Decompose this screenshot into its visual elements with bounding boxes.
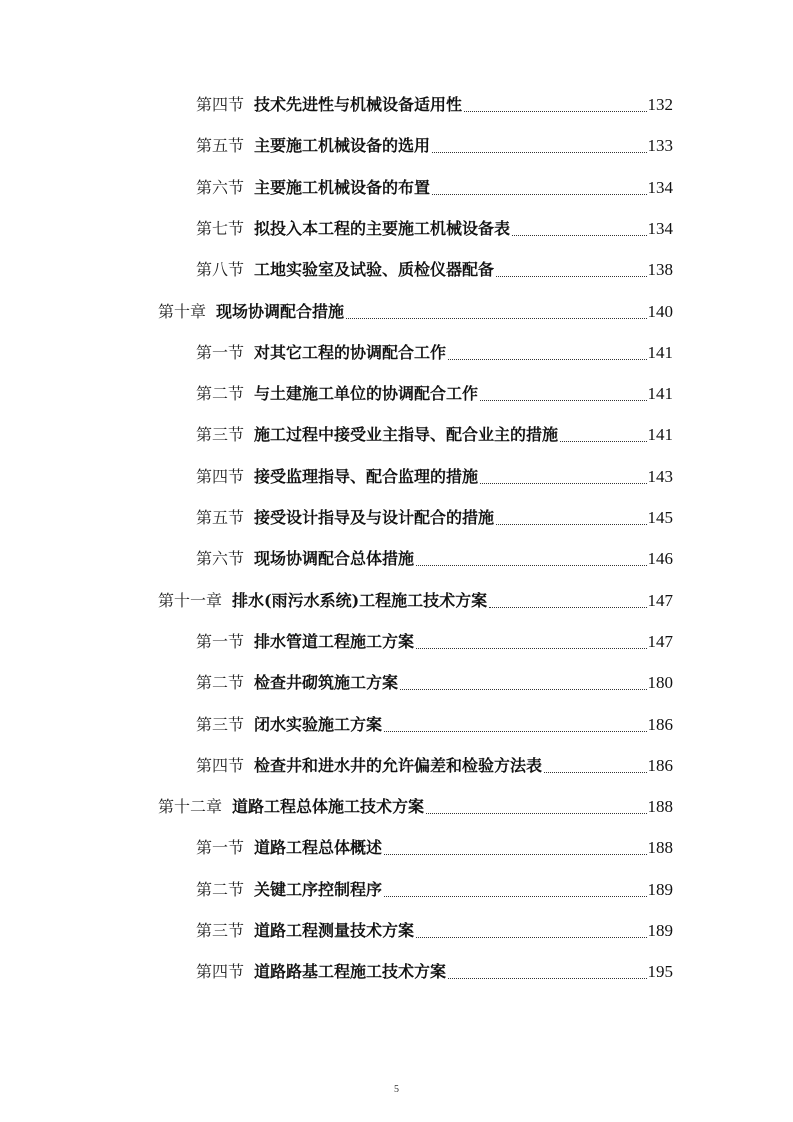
entry-page: 146 <box>647 549 673 569</box>
entry-title: 施工过程中接受业主指导、配合业主的措施 <box>254 425 559 445</box>
dot-leader <box>464 110 646 112</box>
toc-entry[interactable] <box>196 460 673 488</box>
entry-page: 147 <box>647 590 673 610</box>
entry-page: 180 <box>647 673 673 693</box>
entry-number: 第一节 <box>196 631 245 651</box>
toc-entry[interactable] <box>196 666 673 694</box>
entry-number: 第十一章 <box>158 590 223 610</box>
entry-page: 140 <box>647 301 673 321</box>
dot-leader <box>480 399 646 401</box>
entry-number: 第三节 <box>196 714 245 734</box>
dot-leader <box>384 895 646 897</box>
entry-title: 道路工程测量技术方案 <box>254 921 415 940</box>
entry-number: 第八节 <box>196 260 245 280</box>
toc-entry[interactable] <box>196 749 673 777</box>
toc-entry[interactable] <box>196 708 673 736</box>
entry-page: 188 <box>647 797 673 817</box>
dot-leader <box>496 523 646 525</box>
dot-leader <box>346 317 646 319</box>
dot-leader <box>448 977 646 979</box>
dot-leader <box>560 440 646 442</box>
toc-entry[interactable] <box>196 914 673 942</box>
entry-title: 现场协调配合总体措施 <box>254 549 415 569</box>
entry-title: 闭水实验施工方案 <box>254 714 383 734</box>
entry-page: 189 <box>647 879 673 899</box>
entry-title: 道路工程总体施工技术方案 <box>232 797 425 817</box>
toc-entry[interactable] <box>196 212 673 240</box>
entry-title: 排水(雨污水系统)工程施工技术方案 <box>232 590 488 610</box>
entry-number: 第四节 <box>196 962 245 982</box>
entry-page: 141 <box>647 425 673 445</box>
entry-number: 第四节 <box>196 466 245 486</box>
dot-leader <box>448 358 646 360</box>
entry-title: 对其它工程的协调配合工作 <box>254 342 447 362</box>
dot-leader <box>512 234 646 236</box>
entry-page: 145 <box>647 508 673 527</box>
toc-entry[interactable] <box>196 831 673 859</box>
dot-leader <box>416 564 646 566</box>
dot-leader <box>416 936 646 938</box>
toc-entry[interactable] <box>196 253 673 281</box>
dot-leader <box>426 812 646 814</box>
entry-page: 188 <box>647 838 673 858</box>
toc-entry[interactable] <box>196 418 673 446</box>
toc-entry[interactable] <box>196 377 673 405</box>
entry-page: 141 <box>647 342 673 362</box>
entry-page: 134 <box>647 218 673 238</box>
entry-number: 第五节 <box>196 508 245 527</box>
entry-title: 与土建施工单位的协调配合工作 <box>254 384 479 404</box>
entry-title: 关键工序控制程序 <box>254 879 383 899</box>
entry-title: 检查井砌筑施工方案 <box>254 673 399 693</box>
entry-page: 143 <box>647 466 673 486</box>
dot-leader <box>432 193 646 195</box>
entry-title: 道路工程总体概述 <box>254 838 383 858</box>
entry-page: 186 <box>647 755 673 775</box>
dot-leader <box>544 771 646 773</box>
dot-leader <box>400 688 646 690</box>
entry-number: 第四节 <box>196 95 245 114</box>
entry-number: 第五节 <box>196 136 245 156</box>
entry-number: 第二节 <box>196 384 245 404</box>
entry-page: 147 <box>647 631 673 651</box>
entry-title: 现场协调配合措施 <box>216 301 345 321</box>
entry-page: 132 <box>647 95 673 114</box>
entry-page: 189 <box>647 921 673 940</box>
entry-title: 检查井和进水井的允许偏差和检验方法表 <box>254 755 543 775</box>
entry-title: 接受监理指导、配合监理的措施 <box>254 466 479 486</box>
entry-number: 第四节 <box>196 755 245 775</box>
entry-title: 排水管道工程施工方案 <box>254 631 415 651</box>
toc-entry[interactable] <box>196 542 673 570</box>
entry-number: 第七节 <box>196 218 245 238</box>
toc-entry[interactable] <box>196 171 673 199</box>
toc-entry[interactable] <box>196 129 673 157</box>
entry-title: 接受设计指导及与设计配合的措施 <box>254 508 495 527</box>
toc-entry[interactable] <box>196 336 673 364</box>
entry-title: 主要施工机械设备的选用 <box>254 136 431 156</box>
entry-number: 第十二章 <box>158 797 223 817</box>
entry-number: 第六节 <box>196 177 245 197</box>
dot-leader <box>384 730 646 732</box>
entry-page: 141 <box>647 384 673 404</box>
toc-entry[interactable] <box>196 625 673 653</box>
toc-chapter-entry[interactable] <box>158 790 673 818</box>
dot-leader <box>384 853 646 855</box>
entry-page: 186 <box>647 714 673 734</box>
entry-page: 195 <box>647 962 673 982</box>
entry-title: 工地实验室及试验、质检仪器配备 <box>254 260 495 280</box>
entry-number: 第六节 <box>196 549 245 569</box>
entry-title: 主要施工机械设备的布置 <box>254 177 431 197</box>
toc-entry[interactable] <box>196 501 673 529</box>
dot-leader <box>416 647 646 649</box>
dot-leader <box>489 606 646 608</box>
entry-page: 138 <box>647 260 673 280</box>
entry-title: 道路路基工程施工技术方案 <box>254 962 447 982</box>
dot-leader <box>480 482 646 484</box>
entry-number: 第三节 <box>196 425 245 445</box>
entry-page: 134 <box>647 177 673 197</box>
toc-entry[interactable] <box>196 873 673 901</box>
entry-number: 第一节 <box>196 342 245 362</box>
entry-number: 第二节 <box>196 673 245 693</box>
entry-page: 133 <box>647 136 673 156</box>
entry-number: 第三节 <box>196 921 245 940</box>
toc-entry[interactable] <box>196 88 673 116</box>
entry-title: 技术先进性与机械设备适用性 <box>254 95 463 114</box>
toc-entry[interactable] <box>196 955 673 983</box>
entry-number: 第二节 <box>196 879 245 899</box>
page-number: 5 <box>394 1084 399 1095</box>
entry-number: 第一节 <box>196 838 245 858</box>
toc-chapter-entry[interactable] <box>158 295 673 323</box>
dot-leader <box>432 151 646 153</box>
toc-chapter-entry[interactable] <box>158 584 673 612</box>
dot-leader <box>496 275 646 277</box>
entry-number: 第十章 <box>158 301 207 321</box>
entry-title: 拟投入本工程的主要施工机械设备表 <box>254 218 511 238</box>
